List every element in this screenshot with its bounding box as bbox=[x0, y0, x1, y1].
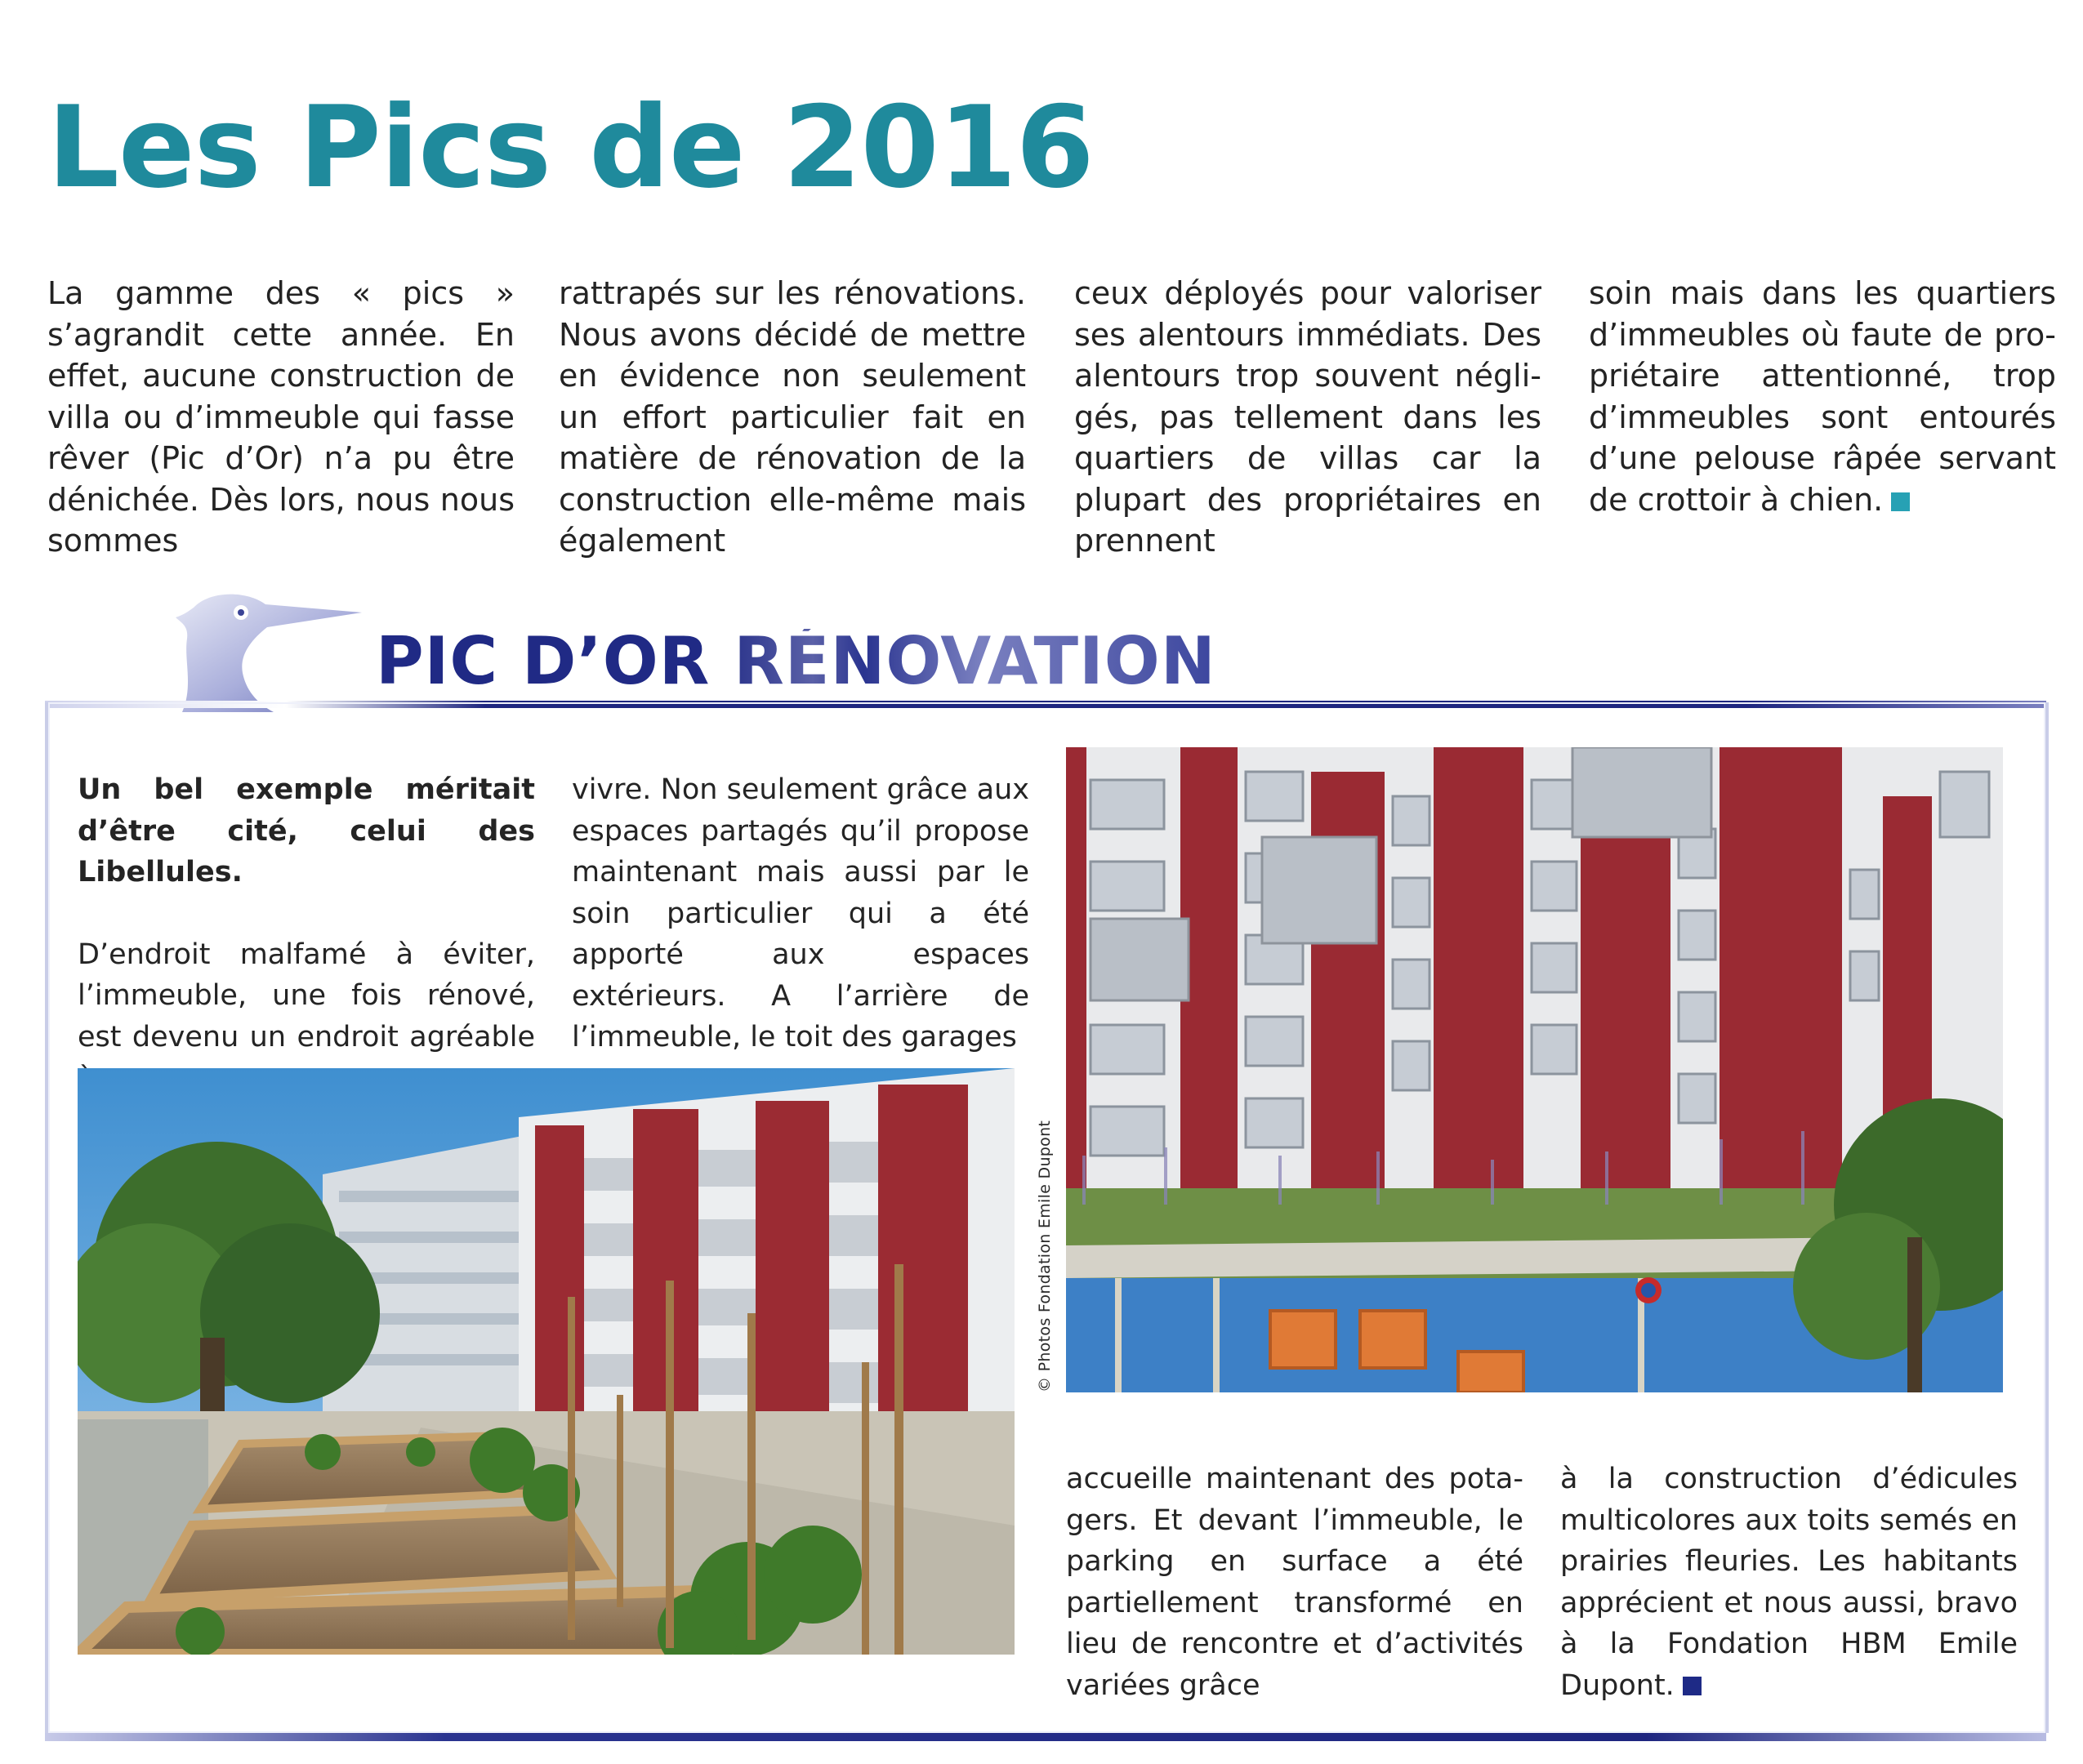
intro-column-2-text: rattrapés sur les rénovations. Nous avons décidé de mettre en évidence non seulement un effort particulier fait en matière de rénovation de la construction elle-même mais également bbox=[559, 275, 1026, 559]
body-column-2-text: vivre. Non seulement grâce aux espaces partagés qu’il propose maintenant mais aussi par le soin particulier qui a été apporté aux espaces extérieurs. A l’arrière de l’immeuble, le toit des garages bbox=[572, 773, 1029, 1054]
body-column-2 bbox=[572, 769, 1029, 1058]
intro-column-4-text: soin mais dans les quartiers d’immeubles où faute de propriétaire attentionné, trop d’immeubles sont entourés d’une pelouse râpée servant de crottoir à chien. bbox=[1589, 275, 2056, 518]
photo-vegetable-garden bbox=[78, 1068, 1015, 1655]
body-column-1-text: D’endroit malfamé à éviter, l’immeuble, une fois rénové, est devenu un endroit agréable bbox=[78, 938, 535, 1054]
frame-bottom-rule bbox=[45, 1733, 2046, 1741]
body-column-4 bbox=[1560, 1459, 2018, 1706]
intro-column-1 bbox=[47, 273, 515, 562]
end-of-article-square-icon bbox=[1891, 492, 1910, 511]
intro-column-2 bbox=[559, 273, 1026, 562]
woodpecker-logo-icon bbox=[176, 590, 368, 712]
section-title: PIC D’OR RÉNOVATION bbox=[376, 623, 1216, 699]
intro-column-4 bbox=[1589, 273, 2056, 520]
body-column-4-text: à la construction d’édicules multicolores aux toits semés en prairies fleuries. Les habitants apprécient et nous aussi, bravo à la Fondation HBM Emile Dupont. bbox=[1560, 1463, 2018, 1702]
intro-column-3 bbox=[1074, 273, 1541, 562]
body-column-3-text: accueille maintenant des potagers. Et devant l’immeuble, le parking en surface a été partiellement transformé en lieu de rencontre et d’activités variées grâce bbox=[1066, 1463, 1523, 1702]
lead-paragraph: Un bel exemple méritait d’être cité, celui des Libellules. bbox=[78, 773, 535, 889]
intro-column-1-text: La gamme des « pics » s’agrandit cette année. En effet, aucune construction de villa ou d’immeuble qui fasse rêver (Pic d’Or) n’a pu être dénichée. Dès lors, nous nous sommes bbox=[47, 275, 515, 559]
photo-credit: © Photos Fondation Emile Dupont bbox=[1036, 1120, 1054, 1392]
page-title: Les Pics de 2016 bbox=[47, 82, 1094, 213]
body-column-3 bbox=[1066, 1459, 1523, 1706]
end-of-article-square-icon bbox=[1683, 1677, 1702, 1695]
intro-column-3-text: ceux déployés pour valoriser ses alentours immédiats. Des alentours trop souvent négligés, pas tellement dans les quartiers de villas car la plupart des propriétaires en prennent bbox=[1074, 275, 1541, 559]
photo-building-facade bbox=[1066, 747, 2003, 1392]
body-column-1 bbox=[78, 769, 535, 1099]
